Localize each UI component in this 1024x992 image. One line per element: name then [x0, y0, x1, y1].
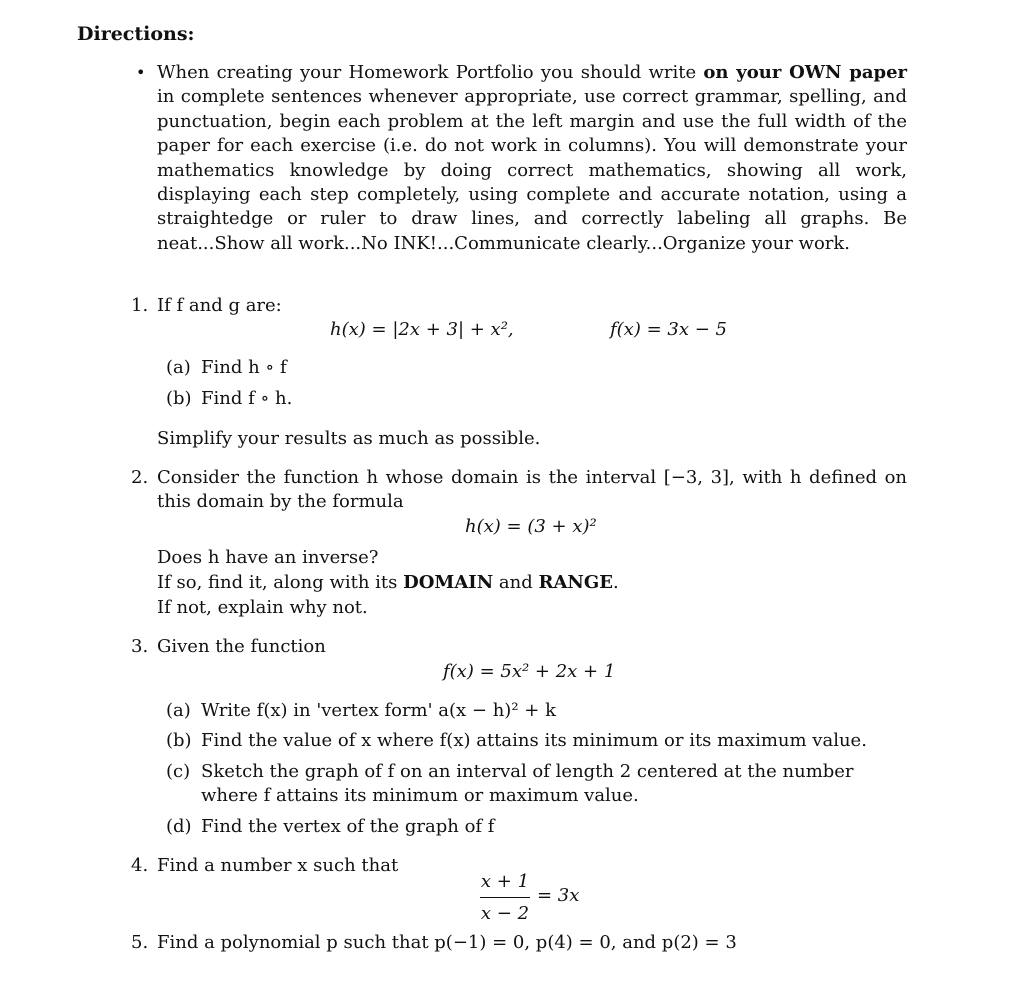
problem-2-instruction-e: . [612, 572, 619, 593]
problem-4-intro: Find a number x such that [157, 855, 399, 876]
problem-2-domain-word: DOMAIN [403, 572, 494, 593]
problem-4-rhs: = 3x [537, 885, 580, 906]
directions-paragraph [157, 61, 907, 256]
problem-1a-text: Find h ∘ f [201, 357, 287, 378]
problem-3a-text: Write f(x) in 'vertex form' a(x − h)² + k [201, 700, 556, 721]
bullet-marker: • [136, 63, 146, 82]
fraction-denominator: x − 2 [480, 903, 530, 924]
problem-1-equation-f: f(x) = 3x − 5 [610, 319, 727, 340]
problem-4-number: 4. [131, 855, 149, 876]
problem-2-instruction [157, 571, 619, 595]
problem-1-number: 1. [131, 295, 149, 316]
problem-3a-label: (a) [166, 700, 191, 721]
problem-2-range-word: RANGE [538, 572, 613, 593]
problem-2-instruction-a: If so, find it, along with its [157, 572, 404, 593]
problem-3-equation: f(x) = 5x² + 2x + 1 [443, 661, 616, 682]
problem-2-alternative: If not, explain why not. [157, 597, 368, 618]
problem-2-question: Does h have an inverse? [157, 547, 379, 568]
problem-3c-label: (c) [166, 761, 191, 782]
problem-3b-label: (b) [166, 730, 192, 751]
problem-1-note: Simplify your results as much as possible. [157, 428, 541, 449]
problem-3b-text: Find the value of x where f(x) attains its minimum or its maximum value. [201, 730, 867, 751]
problem-5-text: Find a polynomial p such that p(−1) = 0, p(4) = 0, and p(2) = 3 [157, 932, 737, 953]
problem-3d-label: (d) [166, 816, 192, 837]
directions-emphasis: on your OWN paper [703, 62, 908, 83]
problem-3-number: 3. [131, 636, 149, 657]
problem-4-fraction [480, 870, 530, 926]
fraction-bar [480, 897, 530, 898]
problem-5-number: 5. [131, 932, 149, 953]
fraction-numerator: x + 1 [480, 871, 530, 892]
problem-3-intro: Given the function [157, 636, 326, 657]
problem-2-text: Consider the function h whose domain is the interval [−3, 3], with h defined on this domain by the formula [157, 467, 907, 513]
problem-1b-text: Find f ∘ h. [201, 388, 293, 409]
problem-3d-text: Find the vertex of the graph of f [201, 816, 495, 837]
problem-3c-text: Sketch the graph of f on an interval of length 2 centered at the number where f attains its minimum or maximum value. [201, 761, 854, 806]
directions-text-1: When creating your Homework Portfolio you should write [157, 62, 704, 83]
problem-1-equation-h: h(x) = |2x + 3| + x², [330, 319, 514, 340]
problem-1b-label: (b) [166, 388, 192, 409]
problem-1-intro: If f and g are: [157, 295, 282, 316]
problem-2-instruction-c: and [493, 572, 539, 593]
problem-2-number: 2. [131, 467, 149, 488]
problem-1a-label: (a) [166, 357, 191, 378]
problem-2-equation: h(x) = (3 + x)² [465, 516, 597, 537]
directions-text-2: in complete sentences whenever appropriate, use correct grammar, spelling, and punctuation, begin each problem at the left margin and use the full width of the paper for each exercise (i.e. do not work in columns). You will demonstrate your mathematics knowledge by doing correct mathematics, showing all work, displaying each step completely, using complete and accurate notation, using a straightedge or ruler to draw lines, and correctly labeling all graphs. Be neat...Show all work...No INK!...Communicate clearly...Organize your work. [157, 86, 907, 254]
directions-heading: Directions: [77, 23, 195, 45]
